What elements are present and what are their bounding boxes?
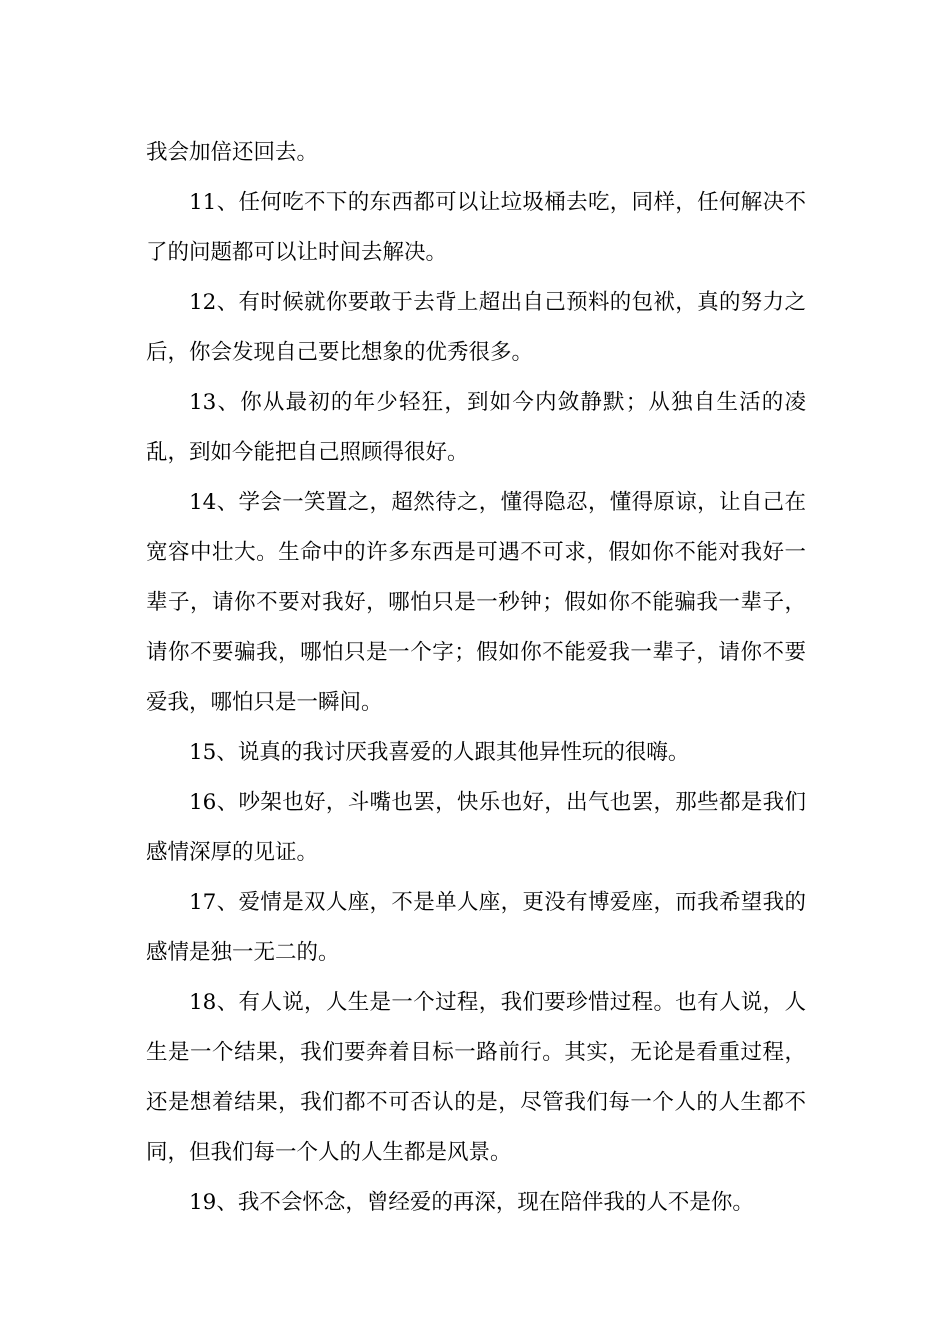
paragraph-item-17: 17、爱情是双人座，不是单人座，更没有博爱座，而我希望我的感情是独一无二的。: [146, 890, 806, 965]
paragraph-item-13: 13、你从最初的年少轻狂，到如今内敛静默；从独自生活的凌乱，到如今能把自己照顾得很好。: [146, 390, 806, 465]
paragraph-continuation: 我会加倍还回去。: [146, 140, 319, 165]
paragraph-item-16: 16、吵架也好，斗嘴也罢，快乐也好，出气也罢，那些都是我们感情深厚的见证。: [146, 790, 806, 865]
paragraph-item-14: 14、学会一笑置之，超然待之，懂得隐忍，懂得原谅，让自己在宽容中壮大。生命中的许多东西是可遇不可求，假如你不能对我好一辈子，请你不要对我好，哪怕只是一秒钟；假如你不能骗我一辈子，请你不要骗我，哪怕只是一个字；假如你不能爱我一辈子，请你不要爱我，哪怕只是一瞬间。: [146, 490, 806, 715]
paragraph-item-15: 15、说真的我讨厌我喜爱的人跟其他异性玩的很嗨。: [189, 740, 690, 765]
paragraph-item-18: 18、有人说，人生是一个过程，我们要珍惜过程。也有人说，人生是一个结果，我们要奔着目标一路前行。其实，无论是看重过程，还是想着结果，我们都不可否认的是，尽管我们每一个人的人生都不同，但我们每一个人的人生都是风景。: [146, 990, 806, 1165]
paragraph-item-11: 11、任何吃不下的东西都可以让垃圾桶去吃，同样，任何解决不了的问题都可以让时间去解决。: [146, 190, 806, 265]
document-body: [146, 128, 806, 1228]
paragraph-item-19: 19、我不会怀念，曾经爱的再深，现在陪伴我的人不是你。: [189, 1190, 754, 1215]
paragraph-item-12: 12、有时候就你要敢于去背上超出自己预料的包袱，真的努力之后，你会发现自己要比想象的优秀很多。: [146, 290, 806, 365]
